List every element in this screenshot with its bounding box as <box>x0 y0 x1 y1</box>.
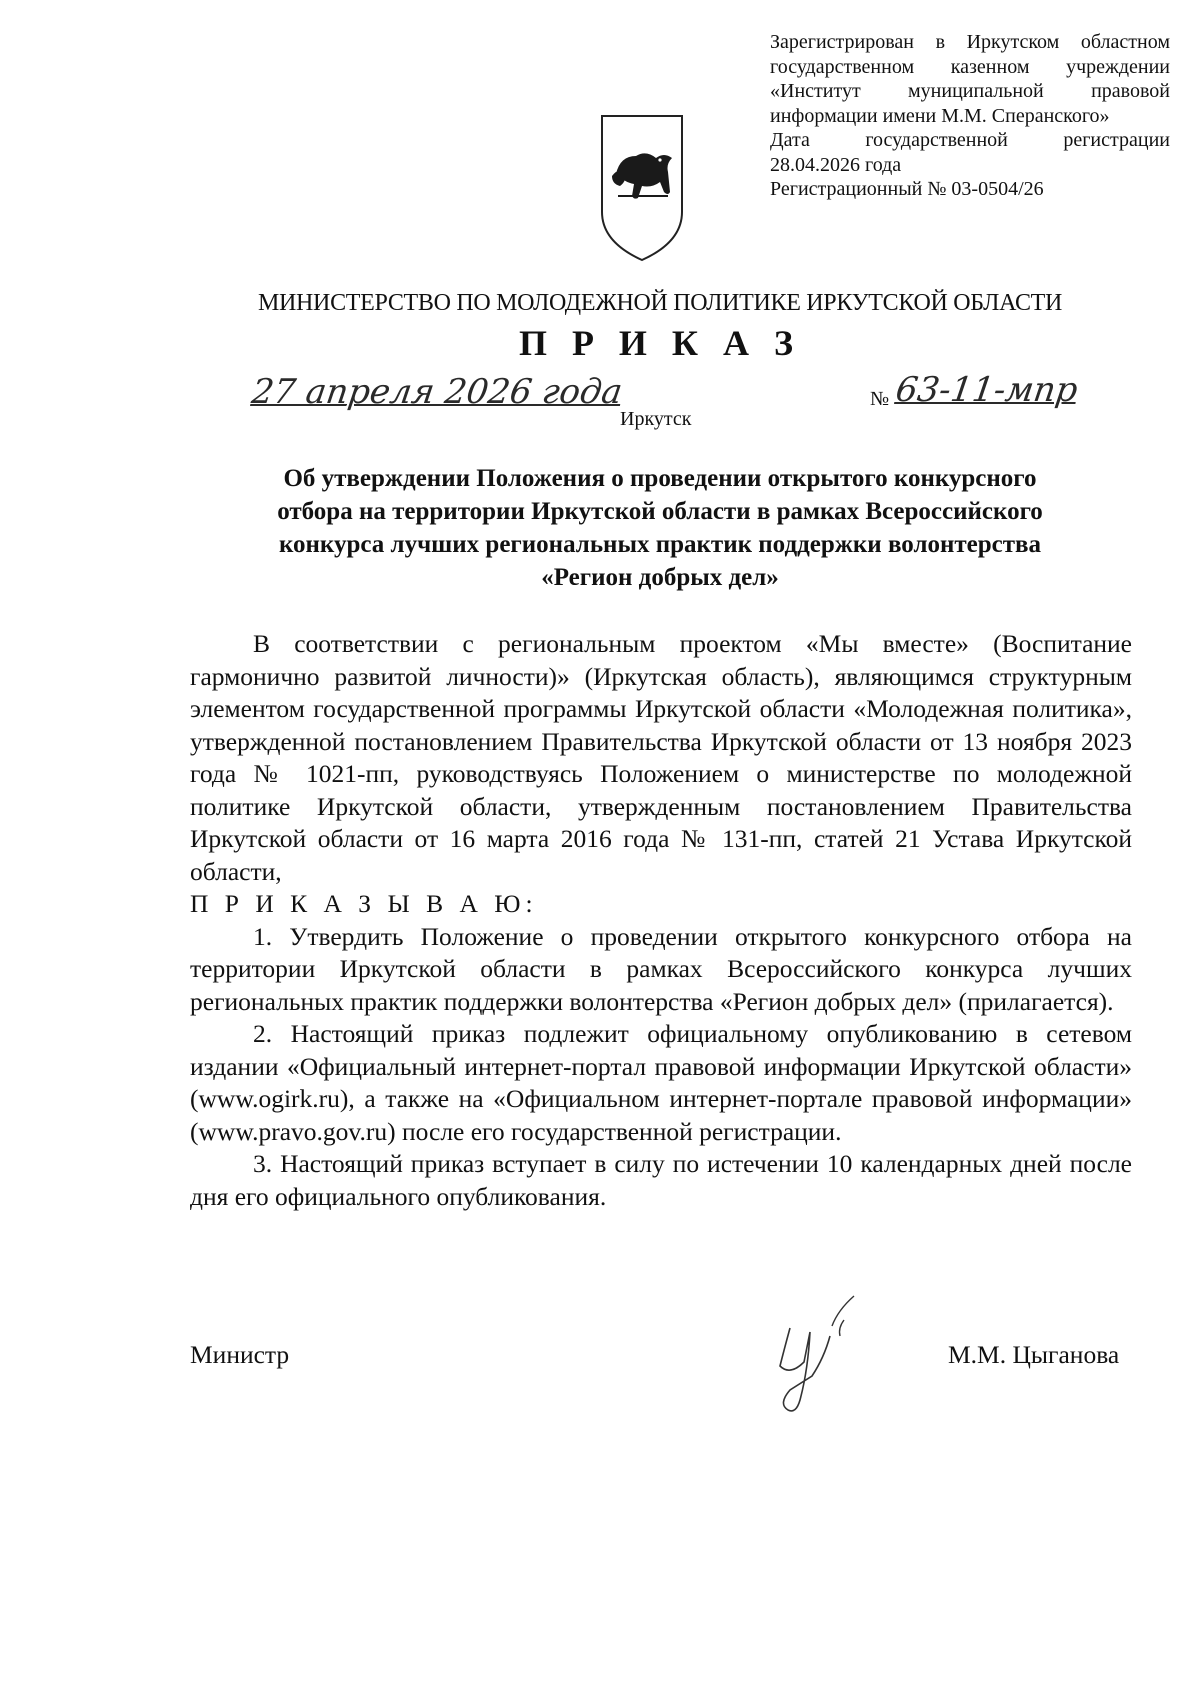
order-item: 2. Настоящий приказ подлежит официальному опубликованию в сетевом издании «Официальный интернет-портал правовой информации Иркутской области» (www.ogirk.ru), а также на «Официальном интернет-портале правовой информации» (www.pravo.gov.ru) после его государственной регистрации. <box>190 1019 1132 1146</box>
handwritten-date: 27 апреля 2026 года <box>249 372 625 412</box>
city-label: Иркутск <box>620 408 692 430</box>
signer-name: М.М. Цыганова <box>948 1340 1120 1369</box>
order-subject <box>190 462 1130 594</box>
registration-line: Дата государственной регистрации <box>770 129 1170 151</box>
registration-line: Зарегистрирован в Иркутском областном <box>770 31 1170 53</box>
number-prefix: № <box>870 388 890 410</box>
subject-line: конкурса лучших региональных практик поддержки волонтерства <box>278 531 1042 558</box>
order-item: 3. Настоящий приказ вступает в силу по истечении 10 календарных дней после дня его официального опубликования. <box>190 1149 1132 1211</box>
registration-stamp-note <box>770 30 1170 202</box>
registration-date: 28.04.2026 года <box>770 153 902 176</box>
registration-number: Регистрационный № 03-0504/26 <box>770 178 1044 200</box>
preamble-paragraph: В соответствии с региональным проектом «Мы вместе» (Воспитание гармонично развитой личности)» (Иркутская область), являющимся структурным элементом государственной программы Иркутской области «Молодежная политика», утвержденной постановлением Правительства Иркутской области от 13 ноября 2023 года № 1021-пп, руководствуясь Положением о министерстве по молодежной политике Иркутской области, утвержденным постановлением Правительства Иркутской области от 16 марта 2016 года № 131-пп, статей 21 Устава Иркутской области, <box>190 629 1132 886</box>
signer-position: Министр <box>190 1340 290 1369</box>
handwritten-number: 63-11-мпр <box>893 370 1081 410</box>
document-type-title: П Р И К А З <box>518 323 802 363</box>
subject-line: «Регион добрых дел» <box>541 564 779 591</box>
ministry-name: МИНИСТЕРСТВО ПО МОЛОДЕЖНОЙ ПОЛИТИКЕ ИРКУТСКОЙ ОБЛАСТИ <box>257 290 1063 316</box>
subject-line: Об утверждении Положения о проведении открытого конкурсного <box>283 465 1037 492</box>
order-item: 1. Утвердить Положение о проведении открытого конкурсного отбора на территории Иркутской области в рамках Всероссийского конкурса лучших региональных практик поддержки волонтерства «Регион добрых дел» (прилагается). <box>190 921 1132 1016</box>
subject-line: отбора на территории Иркутской области в рамках Всероссийского <box>277 498 1043 525</box>
registration-line: государственном казенном учреждении <box>770 55 1170 78</box>
handwritten-signature-icon <box>750 1280 910 1430</box>
order-body <box>190 628 1132 1213</box>
coat-of-arms-icon <box>598 112 686 264</box>
registration-line: информации имени М.М. Сперанского» <box>770 104 1110 127</box>
order-directive: П Р И К А З Ы В А Ю: <box>190 889 538 918</box>
registration-line: «Институт муниципальной правовой <box>770 80 1170 102</box>
